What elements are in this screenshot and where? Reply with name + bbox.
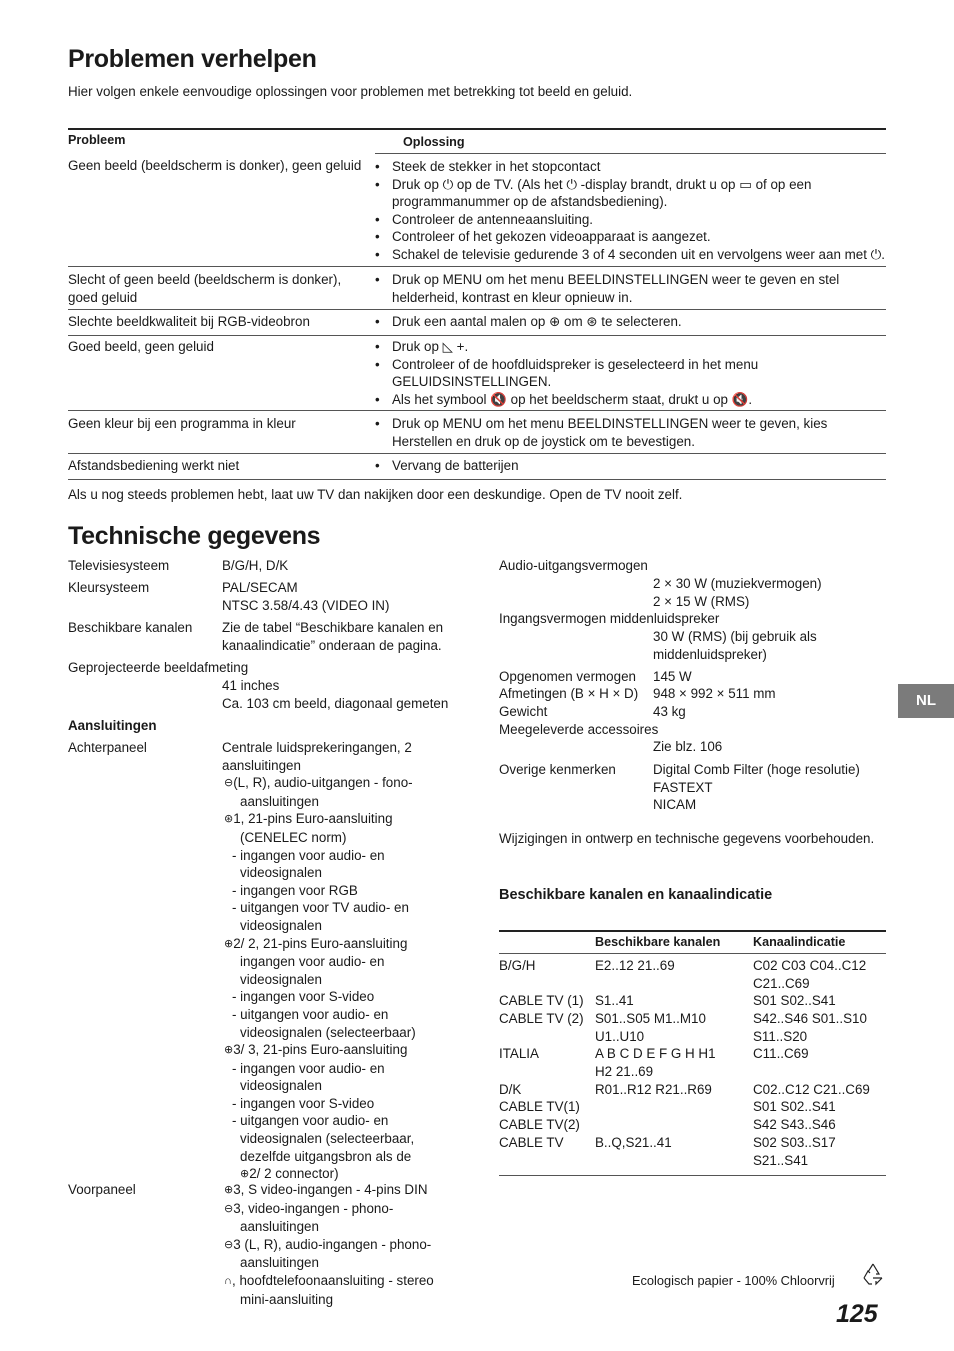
rear-line: - ingangen voor RGB: [232, 882, 358, 898]
solution-item: • Druk op ◺ +.: [375, 338, 887, 356]
spec-value: 948 × 992 × 511 mm: [653, 686, 776, 701]
connections-heading: Aansluitingen: [68, 718, 157, 733]
rear-line: - uitgangen voor TV audio- en videosignalen: [232, 900, 409, 933]
solution-cell: [375, 457, 887, 475]
solution-item: • Steek de stekker in het stopcontact: [375, 158, 887, 176]
rear-line: - ingangen voor audio- en videosignalen: [232, 847, 385, 881]
video-in-icon: ⊖: [224, 1202, 234, 1215]
solution-cell: [375, 271, 887, 306]
problem-cell: Slecht of geen beeld (beeldscherm is donker), goed geluid: [68, 272, 342, 305]
spec-label: Televisiesysteem: [68, 558, 170, 573]
row-divider: [68, 410, 886, 411]
spec-label: Meegeleverde accessoires: [499, 722, 659, 737]
problem-cell: Slechte beeldkwaliteit bij RGB-videobron: [68, 314, 310, 329]
troubleshoot-footer: Als u nog steeds problemen hebt, laat uw TV dan nakijken door een deskundige. Open de TV nooit zelf.: [68, 487, 683, 502]
solution-item: • Druk op MENU om het menu BEELDINSTELLINGEN weer te geven, kies Herstellen en druk op de joystick om te bevestigen.: [375, 415, 887, 450]
spec-value-line: PAL/SECAM: [222, 580, 298, 595]
solution-item: • Druk een aantal malen op ⊕ om ⊛ te selecteren.: [375, 313, 887, 331]
troubleshoot-title: Problemen verhelpen: [68, 45, 317, 73]
channel-range: S1..41: [595, 993, 634, 1008]
channel-indication: S02 S03..S17 S21..S41: [753, 1135, 836, 1168]
rear-line: - ingangen voor audio- en videosignalen: [232, 1060, 385, 1094]
spec-label: Beschikbare kanalen: [68, 620, 193, 635]
spec-label: Ingangsvermogen middenluidspreker: [499, 611, 720, 626]
rear-line: Centrale luidsprekeringangen, 2 aansluitingen: [222, 740, 412, 773]
channel-range: B..Q,S21..41: [595, 1135, 672, 1150]
channel-indication: C11..C69: [753, 1046, 809, 1061]
spec-value-line: FASTEXT: [653, 779, 713, 795]
rear-line: - ingangen voor S-video: [232, 989, 375, 1005]
spec-value-line: 41 inches: [222, 678, 280, 693]
solution-item: • Vervang de batterijen: [375, 457, 887, 475]
channel-range: A B C D E F G H H1 H2 21..69: [595, 1046, 716, 1079]
language-tab: NL: [898, 684, 954, 718]
col-channels-header: Beschikbare kanalen: [595, 935, 721, 949]
eco-paper-note: Ecologisch papier - 100% Chloorvrij: [632, 1273, 835, 1288]
spec-label: Kleursysteem: [68, 580, 150, 595]
rear-line: 2/ 2, 21-pins Euro-aansluiting ingangen voor audio- en videosignalen: [233, 935, 408, 987]
spec-label: Achterpaneel: [68, 740, 147, 755]
channel-indication: S42 S43..S46: [753, 1117, 836, 1132]
spec-label: Geprojecteerde beeldafmeting: [68, 660, 249, 675]
rear-line: 2/ 2 connector): [249, 1166, 339, 1182]
problem-cell: Geen beeld (beeldscherm is donker), geen geluid: [68, 158, 362, 173]
specs-disclaimer: Wijzigingen in ontwerp en technische gegevens voorbehouden.: [499, 831, 875, 846]
channel-system: B/G/H: [499, 958, 536, 973]
spec-value: [653, 575, 888, 610]
channel-indication: S01 S02..S41: [753, 1099, 836, 1114]
channel-system: ITALIA: [499, 1046, 539, 1061]
rear-line: 3/ 3, 21-pins Euro-aansluiting: [233, 1042, 408, 1058]
spec-value-line: NTSC 3.58/4.43 (VIDEO IN): [222, 597, 390, 613]
row-divider: [68, 266, 886, 267]
spec-label: Gewicht: [499, 704, 548, 719]
spec-value: B/G/H, D/K: [222, 558, 289, 573]
rear-line: - uitgangen voor audio- en videosignalen (selecteerbaar, dezelfde uitgangsbron als de: [232, 1113, 415, 1164]
problem-cell: Goed beeld, geen geluid: [68, 339, 214, 354]
col-problem-header: Probleem: [68, 133, 126, 147]
channel-system: CABLE TV (1): [499, 993, 584, 1008]
solution-cell: [375, 313, 887, 331]
row-divider: [68, 335, 886, 336]
spec-value-line: Digital Comb Filter (hoge resolutie): [653, 762, 860, 777]
audio-out-icon: ⊖: [224, 777, 234, 790]
spec-value-line: Ca. 103 cm beeld, diagonaal gemeten: [222, 695, 449, 711]
solution-cell: [375, 415, 887, 450]
spec-value: 30 W (RMS) (bij gebruik als middenluidspreker): [653, 629, 817, 662]
troubleshoot-intro: Hier volgen enkele eenvoudige oplossingen voor problemen met betrekking tot beeld en geluid.: [68, 84, 633, 99]
channels-header-rule: [499, 953, 886, 954]
solution-item: • Als het symbool 🔇 op het beeldscherm staat, drukt u op 🔇.: [375, 391, 887, 409]
spec-value: Zie de tabel “Beschikbare kanalen en kanaalindicatie” onderaan de pagina.: [222, 620, 444, 653]
row-divider: [68, 453, 886, 454]
channel-indication: C02 C03 C04..C12 C21..C69: [753, 958, 867, 991]
scart-svideo-icon: ⊕: [240, 1168, 250, 1181]
solution-item: • Controleer of het gekozen videoapparaat is aangezet.: [375, 228, 887, 246]
rear-panel-list: [222, 739, 462, 1184]
solution-item: • Controleer of de hoofdluidspreker is geselecteerd in het menu GELUIDSINSTELLINGEN.: [375, 356, 887, 391]
channel-system: CABLE TV (2): [499, 1011, 584, 1026]
rear-line: - ingangen voor S-video: [232, 1095, 375, 1111]
front-panel-list: ⊕3, S video-ingangen - 4-pins DIN ⊖3, video-ingangen - phono-aansluitingen ⊖3 (L, R), audio-ingangen - phono-aansluitingen ∩, hoofdtelefoonaansluiting - stereo mini-aansluiting: [224, 1182, 434, 1307]
page-number: 125: [836, 1300, 878, 1328]
table-top-rule: [68, 128, 886, 130]
solution-item: • Controleer de antenneaansluiting.: [375, 211, 887, 229]
channel-indication: S01 S02..S41: [753, 993, 836, 1008]
col-indication-header: Kanaalindicatie: [753, 935, 846, 949]
problem-cell: Afstandsbediening werkt niet: [68, 458, 240, 473]
scart-svideo-icon: ⊕: [224, 1044, 234, 1057]
front-line: 3, S video-ingangen - 4-pins DIN: [233, 1182, 428, 1197]
spec-value: [222, 579, 462, 614]
spec-value: 43 kg: [653, 704, 686, 719]
channel-system: CABLE TV(2): [499, 1117, 580, 1132]
channel-range: R01..R12 R21..R69: [595, 1082, 712, 1097]
rear-line: - uitgangen voor audio- en videosignalen (selecteerbaar): [232, 1006, 416, 1040]
solution-item: • Druk op MENU om het menu BEELDINSTELLINGEN weer te geven en stel helderheid, kontrast en kleur opnieuw in.: [375, 271, 887, 306]
spec-value-line: NICAM: [653, 797, 697, 813]
rear-line: (L, R), audio-uitgangen - fono-aansluitingen: [233, 775, 413, 809]
audio-in-icon: ⊖: [224, 1238, 234, 1251]
recycle-icon: [860, 1261, 886, 1287]
solution-cell: [375, 158, 887, 263]
spec-value: 145 W: [653, 669, 692, 684]
channel-range: E2..12 21..69: [595, 958, 675, 973]
solution-item: • Schakel de televisie gedurende 3 of 4 seconden uit en vervolgens weer aan met ⏻.: [375, 246, 887, 264]
spec-label: Overige kenmerken: [499, 762, 616, 777]
spec-value-line: 2 × 30 W (muziekvermogen): [653, 576, 822, 591]
channels-table-bottom-rule: [499, 1175, 886, 1176]
row-divider: [68, 309, 886, 310]
channels-table-top-rule: [499, 930, 886, 932]
channel-indication: S42..S46 S01..S10 S11..S20: [753, 1011, 867, 1044]
spec-label: Audio-uitgangsvermogen: [499, 558, 648, 573]
front-line: 3, video-ingangen - phono-aansluitingen: [233, 1200, 394, 1235]
channel-range: S01..S05 M1..M10 U1..U10: [595, 1011, 706, 1044]
header-rule: [375, 153, 886, 154]
channel-indication: C02..C12 C21..C69: [753, 1082, 870, 1097]
solution-item: • Druk op ⏻ op de TV. (Als het ⏻ -display brandt, drukt u op ▭ of op een programmanummer op de afstandsbediening).: [375, 176, 887, 211]
euro-scart-icon: ⊛: [224, 813, 234, 826]
spec-label: Afmetingen (B × H × D): [499, 686, 639, 701]
rear-line: 1, 21-pins Euro-aansluiting (CENELEC norm): [233, 811, 393, 845]
channel-system: CABLE TV: [499, 1135, 564, 1150]
spec-value-line: 2 × 15 W (RMS): [653, 593, 750, 609]
svideo-in-icon: ⊕: [224, 1184, 234, 1196]
problem-cell: Geen kleur bij een programma in kleur: [68, 416, 296, 431]
spec-value: [653, 761, 888, 814]
table-bottom-rule: [68, 479, 886, 480]
spec-label: Opgenomen vermogen: [499, 669, 636, 684]
channels-heading: Beschikbare kanalen en kanaalindicatie: [499, 887, 773, 903]
spec-value: Zie blz. 106: [653, 739, 723, 754]
channel-system: D/K: [499, 1082, 522, 1097]
scart-svideo-icon: ⊕: [224, 937, 234, 950]
spec-label: Voorpaneel: [68, 1182, 136, 1197]
solution-cell: [375, 338, 887, 408]
front-line: , hoofdtelefoonaansluiting - stereo mini-aansluiting: [232, 1272, 434, 1307]
specs-title: Technische gegevens: [68, 522, 321, 550]
front-line: 3 (L, R), audio-ingangen - phono-aansluitingen: [233, 1236, 432, 1271]
spec-value: [222, 677, 462, 712]
col-solution-header: Oplossing: [403, 135, 465, 149]
channel-system: CABLE TV(1): [499, 1099, 580, 1114]
